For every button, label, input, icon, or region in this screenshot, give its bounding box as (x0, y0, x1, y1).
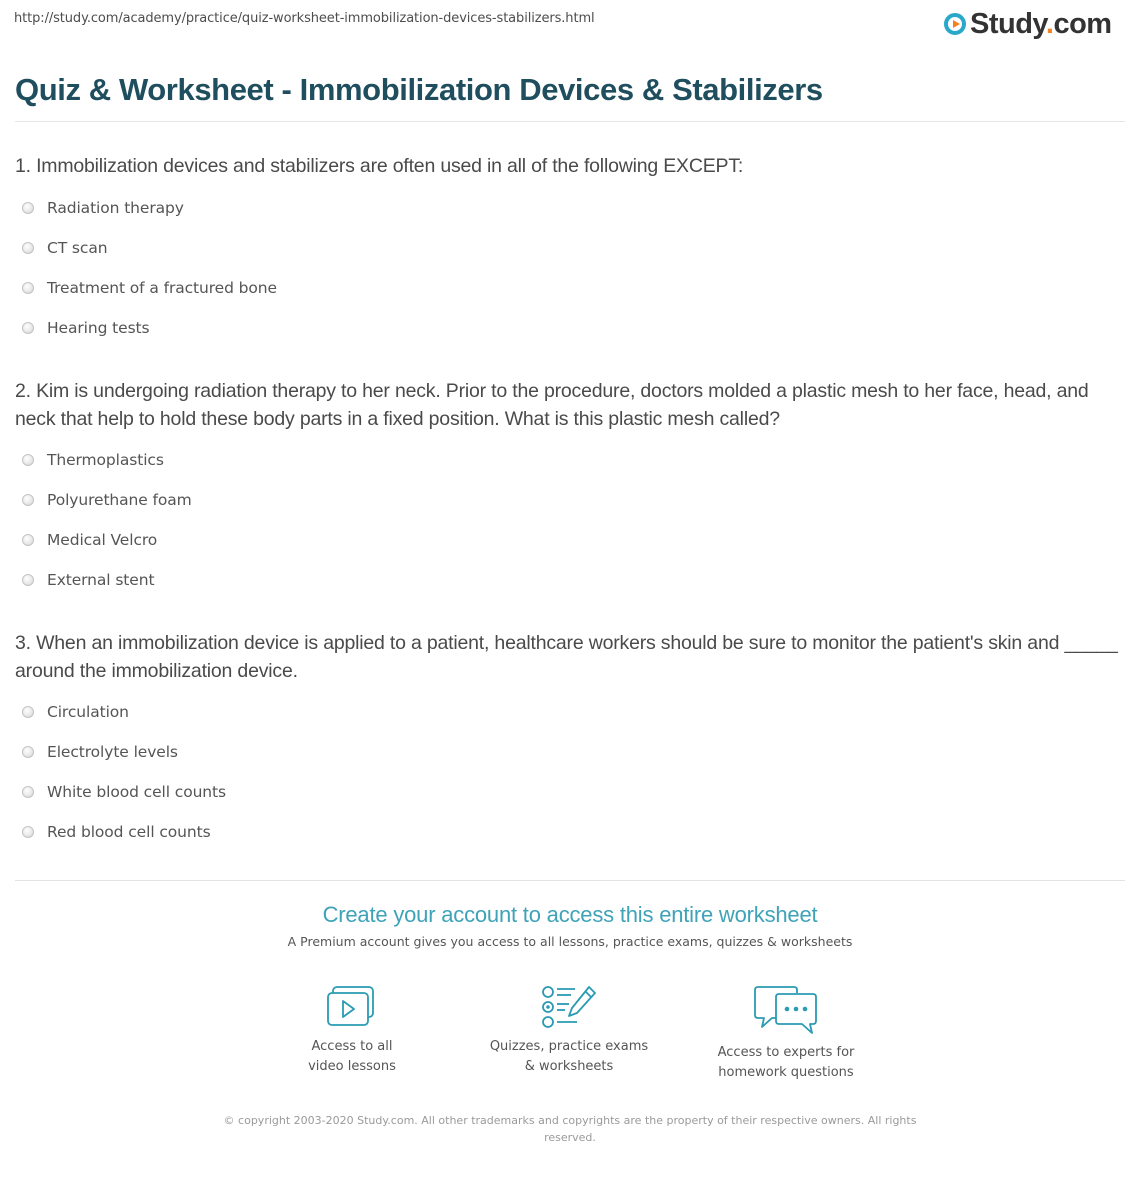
radio-button-icon[interactable] (22, 282, 34, 294)
answer-option[interactable]: Circulation (15, 692, 615, 732)
page-url: http://study.com/academy/practice/quiz-worksheet-immobilization-devices-stabilizers.html (14, 11, 595, 26)
answer-option[interactable]: External stent (15, 560, 615, 600)
feature-label: Access to all video lessons (308, 1039, 396, 1074)
radio-button-icon[interactable] (22, 454, 34, 466)
feature-experts (696, 985, 876, 1083)
radio-button-icon[interactable] (22, 202, 34, 214)
question-1: 1. Immobilization devices and stabilizers are often used in all of the following EXCEPT: (15, 155, 744, 177)
create-account-link[interactable]: Create your account to access this entire worksheet (322, 902, 818, 927)
radio-button-icon[interactable] (22, 826, 34, 838)
question-3-options (15, 692, 615, 852)
chat-bubbles-icon (754, 985, 818, 1035)
answer-option[interactable]: Electrolyte levels (15, 732, 615, 772)
feature-quizzes (479, 985, 659, 1077)
study-logo[interactable] (944, 9, 1112, 39)
radio-button-icon[interactable] (22, 494, 34, 506)
radio-button-icon[interactable] (22, 242, 34, 254)
quiz-checklist-icon (541, 985, 597, 1029)
answer-option[interactable]: Medical Velcro (15, 520, 615, 560)
answer-option[interactable]: Hearing tests (15, 308, 615, 348)
radio-button-icon[interactable] (22, 534, 34, 546)
answer-option[interactable]: Red blood cell counts (15, 812, 615, 852)
divider (15, 121, 1125, 122)
feature-video-lessons (262, 985, 442, 1077)
cta-subtitle: A Premium account gives you access to all lessons, practice exams, quizzes & worksheets (287, 934, 853, 949)
radio-button-icon[interactable] (22, 706, 34, 718)
feature-label: Access to experts for homework questions (717, 1045, 855, 1080)
answer-option[interactable]: White blood cell counts (15, 772, 615, 812)
answer-option[interactable]: Radiation therapy (15, 188, 615, 228)
radio-button-icon[interactable] (22, 786, 34, 798)
answer-option[interactable]: Polyurethane foam (15, 480, 615, 520)
radio-button-icon[interactable] (22, 746, 34, 758)
question-3: 3. When an immobilization device is applied to a patient, healthcare workers should be sure to monitor the patient's skin and _____ around the immobilization device. (15, 632, 1118, 682)
page-title: Quiz & Worksheet - Immobilization Devices & Stabilizers (15, 72, 823, 107)
play-circle-icon (944, 13, 966, 35)
answer-option[interactable]: Thermoplastics (15, 440, 615, 480)
question-2-options (15, 440, 615, 600)
question-2: 2. Kim is undergoing radiation therapy to her neck. Prior to the procedure, doctors molded a plastic mesh to her face, head, and neck that help to hold these body parts in a fixed position. What is this plastic mesh called? (15, 380, 1089, 430)
question-1-options (15, 188, 615, 348)
feature-label: Quizzes, practice exams & worksheets (489, 1039, 649, 1074)
video-lessons-icon (326, 985, 378, 1029)
logo-text: Study.com (970, 8, 1112, 40)
divider (15, 880, 1125, 881)
radio-button-icon[interactable] (22, 574, 34, 586)
radio-button-icon[interactable] (22, 322, 34, 334)
answer-option[interactable]: Treatment of a fractured bone (15, 268, 615, 308)
copyright-notice: © copyright 2003-2020 Study.com. All other trademarks and copyrights are the property of their respective owners. All rights reserved. (223, 1114, 917, 1144)
answer-option[interactable]: CT scan (15, 228, 615, 268)
page-header (0, 0, 1140, 50)
